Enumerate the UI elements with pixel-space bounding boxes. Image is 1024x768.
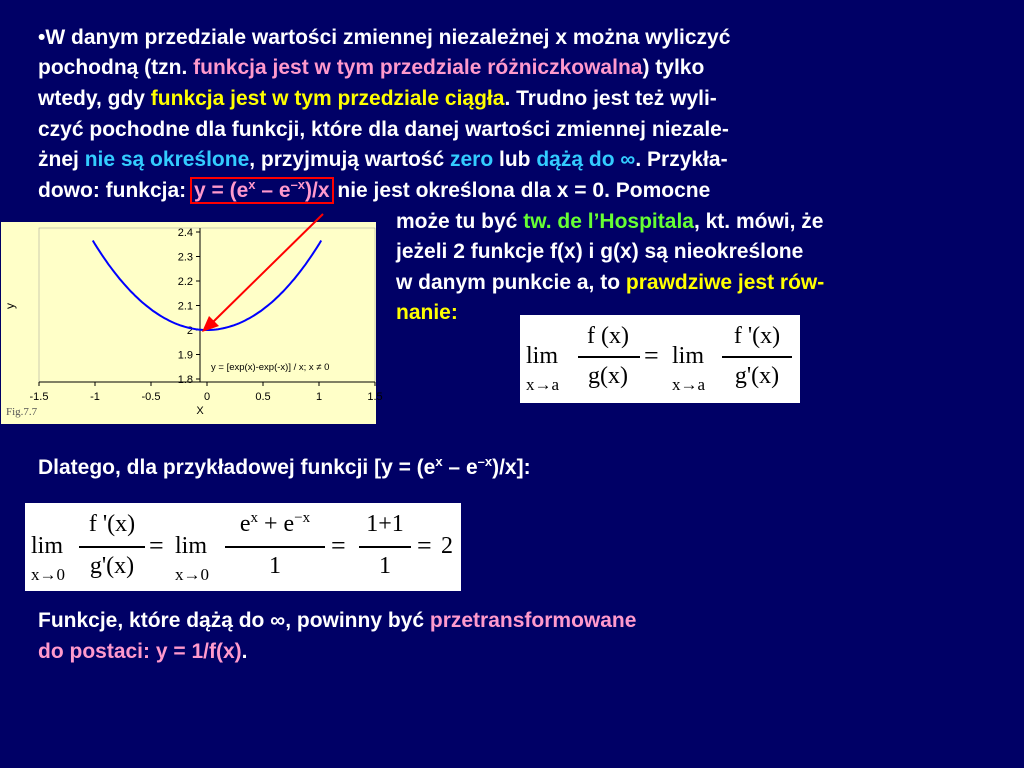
function-graph — [1, 222, 383, 424]
x-tick-label: 1.5 — [367, 391, 383, 403]
highlight-equation-true: prawdziwe jest rów- — [625, 271, 825, 294]
x-tick-label: 1 — [315, 391, 323, 403]
x-ticks — [30, 382, 383, 403]
x-tick-label: 0.5 — [255, 391, 271, 403]
y-tick-label: 2.3 — [177, 251, 193, 264]
intro-line-3: wtedy, gdy funkcja jest w tym przedziale ciągła. Trudno jest też wyli- — [38, 87, 717, 110]
x-tick-label: -0.5 — [141, 391, 161, 403]
intro-line-2: pochodną (tzn. funkcja jest w tym przedziale różniczkowalna) tylko — [38, 56, 705, 79]
example-formula: lim x→0 f '(x) g'(x) = lim x→0 $e^x + e^{-x}$ 1 = 1+1 1 = 2 — [25, 503, 461, 591]
graph-legend: y = [exp(x)-exp(-x)] / x; x ≠ 0 — [211, 362, 330, 373]
intro-line-4: czyć pochodne dla funkcji, które dla danej wartości zmiennej niezale- — [38, 118, 729, 141]
example-intro: Dlatego, dla przykładowej funkcji $[y = (e^x - e^{-x})/x]$: — [38, 454, 531, 479]
highlight-undefined: nie są określone — [84, 148, 250, 171]
example-function-boxed: $y = (e^x - e^{-x})/x$ — [194, 177, 330, 202]
highlight-form: do postaci: y = 1/f(x) — [38, 640, 242, 663]
x-tick-label: -1 — [90, 391, 100, 403]
y-tick-label: 2.1 — [177, 300, 193, 313]
highlight-infinity: dążą do ∞ — [536, 148, 636, 171]
figure-label: Fig.7.7 — [6, 406, 38, 418]
x-axis-label: X — [196, 405, 204, 417]
closing-line-2: do postaci: y = 1/f(x). — [38, 640, 248, 663]
intro-line-6: dowo: funkcja: $y = (e^x - e^{-x})/x$ nie jest określona dla x = 0. Pomocne — [38, 177, 711, 202]
intro-line-10: nanie: — [396, 301, 458, 324]
highlight-lhopital: tw. de l’Hospitala — [523, 210, 694, 233]
intro-line-5: żnej nie są określone, przyjmują wartość zero lub dążą do ∞. Przykła- — [38, 148, 728, 171]
x-tick-label: 0 — [203, 391, 211, 403]
intro-line-1: •W danym przedziale wartości zmiennej niezależnej x można wyliczyć — [38, 26, 731, 49]
highlight-transformed: przetransformowane — [429, 609, 637, 632]
intro-line-8: jeżeli 2 funkcje f(x) i g(x) są nieokreślone — [396, 240, 804, 263]
y-tick-label: 2 — [186, 325, 193, 337]
y-tick-label: 2.2 — [177, 276, 193, 288]
y-tick-label: 2.4 — [177, 227, 193, 239]
graph-svg — [1, 222, 383, 424]
intro-line-9: w danym punkcie a, to prawdziwe jest rów- — [396, 271, 825, 294]
y-tick-label: 1.9 — [177, 349, 193, 362]
highlight-zero: zero — [450, 148, 494, 171]
x-tick-label: -1.5 — [29, 391, 49, 403]
lhopital-formula: lim x→a f (x) g(x) = lim x→a f '(x) g'(x) — [520, 315, 800, 403]
highlight-continuous: funkcja jest w tym przedziale ciągła — [150, 87, 505, 110]
y-tick-label: 1.8 — [177, 374, 193, 386]
closing-line-1: Funkcje, które dążą do ∞, powinny być przetransformowane — [38, 609, 637, 632]
highlight-differentiable: funkcja jest w tym przedziale różniczkowalna — [193, 56, 643, 79]
bullet: • — [38, 26, 46, 49]
y-axis-label: y — [3, 303, 17, 309]
intro-line-7: może tu być tw. de l’Hospitala, kt. mówi, że — [396, 210, 824, 233]
